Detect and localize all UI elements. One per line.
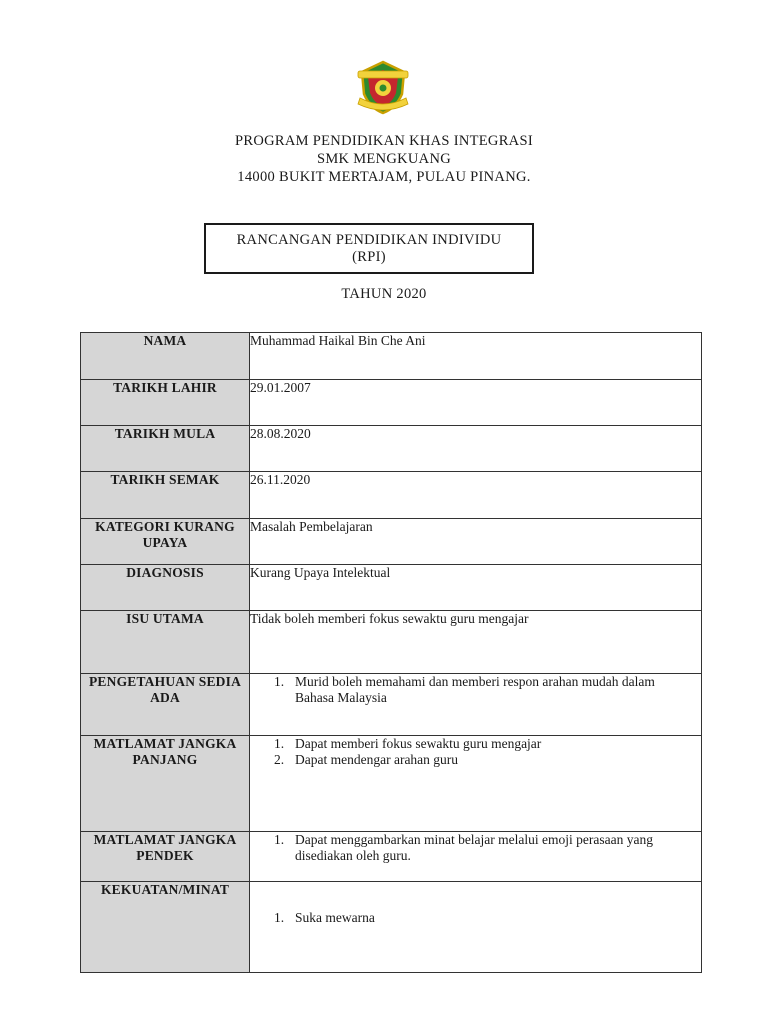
school-address: 14000 BUKIT MERTAJAM, PULAU PINANG. bbox=[237, 169, 531, 185]
table-row-tarikh-lahir bbox=[81, 380, 702, 426]
label-isu-utama: ISU UTAMA bbox=[81, 611, 250, 674]
value-tarikh-lahir: 29.01.2007 bbox=[250, 380, 702, 426]
table-row-pengetahuan bbox=[81, 674, 702, 736]
value-tarikh-semak: 26.11.2020 bbox=[250, 472, 702, 519]
label-pengetahuan: PENGETAHUAN SEDIA ADA bbox=[81, 674, 250, 736]
label-nama: NAMA bbox=[81, 333, 250, 380]
table-row-matlamat-panjang bbox=[81, 736, 702, 832]
table-row-matlamat-pendek bbox=[81, 832, 702, 882]
list-item: 1. Dapat menggambarkan minat belajar melalui emoji perasaan yang disediakan oleh guru. bbox=[274, 832, 653, 863]
list-item: 1. Dapat memberi fokus sewaktu guru mengajar bbox=[274, 736, 542, 751]
value-pengetahuan bbox=[250, 674, 702, 736]
document-title-box bbox=[204, 223, 534, 274]
value-diagnosis: Kurang Upaya Intelektual bbox=[250, 565, 702, 611]
value-matlamat-pendek bbox=[250, 832, 702, 882]
label-tarikh-semak: TARIKH SEMAK bbox=[81, 472, 250, 519]
table-row-nama bbox=[81, 333, 702, 380]
value-tarikh-mula: 28.08.2020 bbox=[250, 426, 702, 472]
value-kategori: Masalah Pembelajaran bbox=[250, 519, 702, 565]
document-year: TAHUN 2020 bbox=[341, 286, 427, 302]
label-kategori: KATEGORI KURANG UPAYA bbox=[81, 519, 250, 565]
table-row-isu-utama bbox=[81, 611, 702, 674]
label-matlamat-panjang: MATLAMAT JANGKA PANJANG bbox=[81, 736, 250, 832]
label-tarikh-mula: TARIKH MULA bbox=[81, 426, 250, 472]
table-row-kategori bbox=[81, 519, 702, 565]
value-isu-utama: Tidak boleh memberi fokus sewaktu guru mengajar bbox=[250, 611, 702, 674]
rpi-details-table bbox=[80, 332, 702, 973]
table-row-tarikh-semak bbox=[81, 472, 702, 519]
list-item: 1. Murid boleh memahami dan memberi respon arahan mudah dalam Bahasa Malaysia bbox=[274, 674, 655, 705]
label-kekuatan: KEKUATAN/MINAT bbox=[81, 882, 250, 973]
table-row-kekuatan bbox=[81, 882, 702, 973]
label-matlamat-pendek: MATLAMAT JANGKA PENDEK bbox=[81, 832, 250, 882]
list-item: 1. Suka mewarna bbox=[274, 910, 375, 925]
table-row-diagnosis bbox=[81, 565, 702, 611]
school-crest-logo bbox=[352, 56, 414, 116]
document-title: RANCANGAN PENDIDIKAN INDIVIDU bbox=[236, 232, 502, 248]
document-title-abbrev: (RPI) bbox=[352, 249, 386, 265]
table-row-tarikh-mula bbox=[81, 426, 702, 472]
list-item: 2. Dapat mendengar arahan guru bbox=[274, 752, 459, 767]
value-nama: Muhammad Haikal Bin Che Ani bbox=[250, 333, 702, 380]
value-kekuatan bbox=[250, 882, 702, 973]
program-name: PROGRAM PENDIDIKAN KHAS INTEGRASI bbox=[235, 133, 533, 149]
school-name: SMK MENGKUANG bbox=[316, 151, 451, 167]
label-tarikh-lahir: TARIKH LAHIR bbox=[81, 380, 250, 426]
label-diagnosis: DIAGNOSIS bbox=[81, 565, 250, 611]
school-header bbox=[0, 132, 768, 186]
value-matlamat-panjang bbox=[250, 736, 702, 832]
